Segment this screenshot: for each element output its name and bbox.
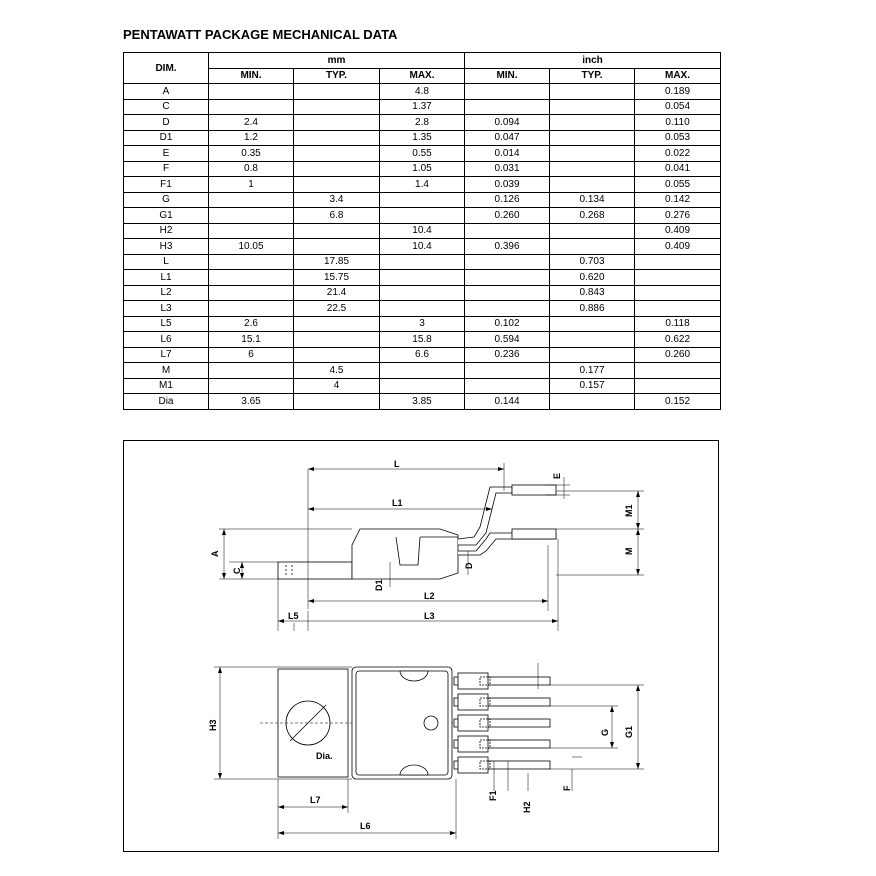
dim-cell: M1 — [124, 378, 209, 394]
dim-cell: G — [124, 192, 209, 208]
value-cell: 6 — [209, 347, 294, 363]
dim-label-C: C — [232, 567, 242, 574]
value-cell — [294, 347, 380, 363]
dim-label-A: A — [210, 550, 220, 557]
package-outline-drawing — [124, 441, 720, 853]
table-row — [124, 285, 721, 301]
value-cell — [465, 301, 550, 317]
value-cell — [380, 285, 465, 301]
value-cell: 0.260 — [465, 208, 550, 224]
value-cell — [550, 84, 635, 100]
table-row — [124, 115, 721, 131]
dim-label-L5: L5 — [288, 611, 299, 621]
value-cell — [380, 208, 465, 224]
value-cell: 3.65 — [209, 394, 294, 410]
value-cell — [380, 254, 465, 270]
value-cell: 0.142 — [635, 192, 721, 208]
value-cell: 0.152 — [635, 394, 721, 410]
value-cell — [550, 115, 635, 131]
value-cell — [209, 192, 294, 208]
value-cell: 2.6 — [209, 316, 294, 332]
value-cell: 1.35 — [380, 130, 465, 146]
subheader-mm-min: MIN. — [209, 68, 294, 84]
value-cell: 0.594 — [465, 332, 550, 348]
value-cell — [209, 254, 294, 270]
value-cell — [465, 223, 550, 239]
value-cell: 0.054 — [635, 99, 721, 115]
table-row — [124, 146, 721, 162]
dim-label-H2: H2 — [522, 801, 532, 813]
dim-label-D: D — [464, 562, 474, 569]
value-cell — [465, 84, 550, 100]
value-cell: 1 — [209, 177, 294, 193]
dim-cell: G1 — [124, 208, 209, 224]
value-cell: 0.039 — [465, 177, 550, 193]
dim-cell: F1 — [124, 177, 209, 193]
value-cell: 0.409 — [635, 239, 721, 255]
value-cell: 3.4 — [294, 192, 380, 208]
dimension-arrows — [218, 467, 640, 835]
value-cell: 0.055 — [635, 177, 721, 193]
value-cell — [294, 84, 380, 100]
value-cell: 10.4 — [380, 239, 465, 255]
value-cell — [294, 316, 380, 332]
table-row — [124, 208, 721, 224]
table-body — [124, 84, 721, 410]
value-cell: 0.276 — [635, 208, 721, 224]
value-cell — [294, 115, 380, 131]
dim-cell: E — [124, 146, 209, 162]
value-cell: 4.5 — [294, 363, 380, 379]
value-cell: 1.2 — [209, 130, 294, 146]
dim-cell: H3 — [124, 239, 209, 255]
dim-label-E: E — [552, 472, 562, 479]
value-cell — [209, 363, 294, 379]
value-cell — [550, 161, 635, 177]
value-cell — [294, 332, 380, 348]
value-cell — [635, 270, 721, 286]
dim-label-L6: L6 — [360, 821, 371, 831]
value-cell: 0.094 — [465, 115, 550, 131]
value-cell: 0.622 — [635, 332, 721, 348]
value-cell: 15.1 — [209, 332, 294, 348]
value-cell: 1.37 — [380, 99, 465, 115]
value-cell — [635, 378, 721, 394]
value-cell — [550, 99, 635, 115]
dim-cell: L2 — [124, 285, 209, 301]
value-cell — [550, 239, 635, 255]
package-drawing-frame — [123, 440, 719, 852]
value-cell — [294, 239, 380, 255]
value-cell: 0.047 — [465, 130, 550, 146]
table-row — [124, 347, 721, 363]
value-cell: 0.886 — [550, 301, 635, 317]
value-cell — [380, 378, 465, 394]
table-row — [124, 254, 721, 270]
table-row — [124, 301, 721, 317]
dim-cell: A — [124, 84, 209, 100]
value-cell — [550, 332, 635, 348]
value-cell — [465, 285, 550, 301]
value-cell — [294, 223, 380, 239]
dim-cell: D — [124, 115, 209, 131]
value-cell — [550, 223, 635, 239]
dim-cell: H2 — [124, 223, 209, 239]
unit-header-inch: inch — [465, 53, 721, 69]
table-header-row-units — [124, 53, 721, 69]
dim-cell: L3 — [124, 301, 209, 317]
mechanical-data-table — [123, 52, 721, 410]
value-cell: 0.134 — [550, 192, 635, 208]
value-cell: 0.102 — [465, 316, 550, 332]
value-cell — [635, 285, 721, 301]
dim-label-L1: L1 — [392, 498, 403, 508]
value-cell: 0.157 — [550, 378, 635, 394]
dim-label-M1: M1 — [624, 504, 634, 517]
value-cell: 0.703 — [550, 254, 635, 270]
value-cell: 21.4 — [294, 285, 380, 301]
table-row — [124, 161, 721, 177]
dim-cell: M — [124, 363, 209, 379]
value-cell — [635, 363, 721, 379]
value-cell: 1.4 — [380, 177, 465, 193]
table-row — [124, 239, 721, 255]
value-cell — [380, 301, 465, 317]
table-row — [124, 332, 721, 348]
value-cell: 0.126 — [465, 192, 550, 208]
subheader-inch-min: MIN. — [465, 68, 550, 84]
value-cell — [209, 270, 294, 286]
dim-cell: L1 — [124, 270, 209, 286]
dim-label-L2: L2 — [424, 591, 435, 601]
value-cell — [550, 316, 635, 332]
value-cell — [465, 363, 550, 379]
value-cell — [550, 347, 635, 363]
subheader-inch-typ: TYP. — [550, 68, 635, 84]
subheader-mm-max: MAX. — [380, 68, 465, 84]
value-cell: 0.014 — [465, 146, 550, 162]
dim-label-Dia: Dia. — [316, 751, 333, 761]
value-cell — [465, 378, 550, 394]
value-cell — [635, 254, 721, 270]
subheader-inch-max: MAX. — [635, 68, 721, 84]
value-cell: 22.5 — [294, 301, 380, 317]
table-row — [124, 363, 721, 379]
value-cell — [209, 378, 294, 394]
value-cell — [380, 270, 465, 286]
value-cell: 17.85 — [294, 254, 380, 270]
value-cell — [465, 99, 550, 115]
dim-label-D1: D1 — [374, 579, 384, 591]
value-cell: 0.177 — [550, 363, 635, 379]
value-cell: 0.189 — [635, 84, 721, 100]
table-row — [124, 270, 721, 286]
value-cell: 4.8 — [380, 84, 465, 100]
value-cell — [550, 146, 635, 162]
dim-label-L3: L3 — [424, 611, 435, 621]
side-view-body — [352, 529, 458, 579]
value-cell: 0.031 — [465, 161, 550, 177]
value-cell: 6.8 — [294, 208, 380, 224]
value-cell — [465, 254, 550, 270]
value-cell — [294, 146, 380, 162]
dim-cell: Dia — [124, 394, 209, 410]
page-title: PENTAWATT PACKAGE MECHANICAL DATA — [123, 27, 398, 42]
value-cell: 10.05 — [209, 239, 294, 255]
dim-cell: F — [124, 161, 209, 177]
value-cell — [550, 177, 635, 193]
table-row — [124, 84, 721, 100]
table-row — [124, 378, 721, 394]
table-header-row-sub — [124, 68, 721, 84]
value-cell — [209, 99, 294, 115]
value-cell: 0.110 — [635, 115, 721, 131]
dim-header: DIM. — [124, 53, 209, 84]
value-cell: 0.8 — [209, 161, 294, 177]
value-cell — [550, 130, 635, 146]
value-cell — [294, 177, 380, 193]
value-cell: 0.409 — [635, 223, 721, 239]
value-cell — [294, 394, 380, 410]
value-cell — [380, 192, 465, 208]
value-cell — [209, 223, 294, 239]
value-cell: 0.022 — [635, 146, 721, 162]
table-row — [124, 99, 721, 115]
side-view-tab — [278, 562, 352, 579]
subheader-mm-typ: TYP. — [294, 68, 380, 84]
value-cell: 0.396 — [465, 239, 550, 255]
dim-cell: L5 — [124, 316, 209, 332]
value-cell — [294, 161, 380, 177]
value-cell: 1.05 — [380, 161, 465, 177]
dim-cell: D1 — [124, 130, 209, 146]
value-cell — [635, 301, 721, 317]
top-view-leads — [454, 673, 550, 773]
dim-label-F: F — [562, 785, 572, 791]
table-row — [124, 130, 721, 146]
value-cell: 0.041 — [635, 161, 721, 177]
table-row — [124, 192, 721, 208]
dim-label-G1: G1 — [624, 725, 634, 738]
value-cell: 10.4 — [380, 223, 465, 239]
value-cell: 0.55 — [380, 146, 465, 162]
dim-label-L: L — [394, 459, 400, 469]
side-view-lead-end-upper — [512, 485, 556, 495]
dim-label-H3: H3 — [208, 719, 218, 731]
table-row — [124, 177, 721, 193]
value-cell — [550, 394, 635, 410]
dim-cell: L6 — [124, 332, 209, 348]
value-cell — [209, 285, 294, 301]
value-cell: 0.118 — [635, 316, 721, 332]
value-cell — [294, 99, 380, 115]
dim-label-G: G — [600, 728, 610, 736]
value-cell: 0.620 — [550, 270, 635, 286]
value-cell — [465, 270, 550, 286]
value-cell: 0.236 — [465, 347, 550, 363]
value-cell — [294, 130, 380, 146]
table-row — [124, 394, 721, 410]
table-row — [124, 316, 721, 332]
value-cell: 2.8 — [380, 115, 465, 131]
value-cell: 0.843 — [550, 285, 635, 301]
dim-cell: L7 — [124, 347, 209, 363]
table-row — [124, 223, 721, 239]
dim-label-F1: F1 — [488, 790, 498, 801]
dim-label-L7: L7 — [310, 795, 321, 805]
dim-cell: L — [124, 254, 209, 270]
value-cell: 0.053 — [635, 130, 721, 146]
value-cell — [209, 208, 294, 224]
dim-label-M: M — [624, 547, 634, 555]
value-cell: 15.8 — [380, 332, 465, 348]
value-cell: 0.260 — [635, 347, 721, 363]
value-cell: 0.144 — [465, 394, 550, 410]
value-cell — [209, 301, 294, 317]
value-cell: 15.75 — [294, 270, 380, 286]
value-cell: 3.85 — [380, 394, 465, 410]
value-cell — [209, 84, 294, 100]
value-cell: 0.268 — [550, 208, 635, 224]
value-cell — [380, 363, 465, 379]
value-cell: 6.6 — [380, 347, 465, 363]
unit-header-mm: mm — [209, 53, 465, 69]
dim-cell: C — [124, 99, 209, 115]
value-cell: 2.4 — [209, 115, 294, 131]
value-cell: 3 — [380, 316, 465, 332]
value-cell: 4 — [294, 378, 380, 394]
value-cell: 0.35 — [209, 146, 294, 162]
